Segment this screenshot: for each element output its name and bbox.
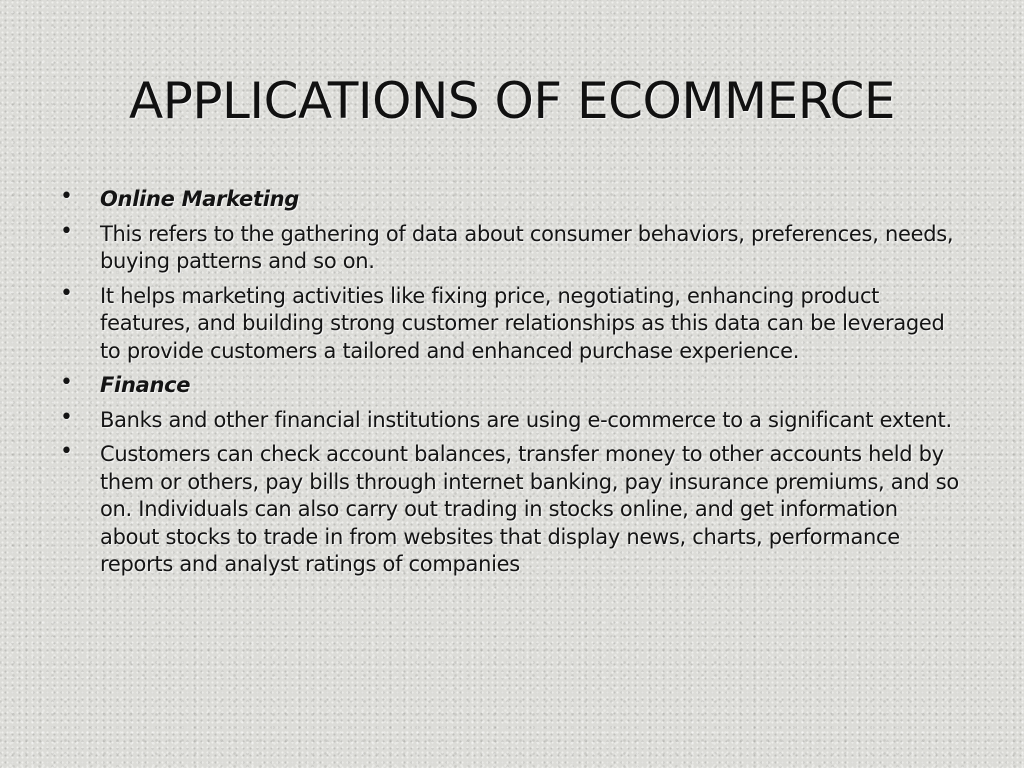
bullet-online-marketing-definition [60,218,960,276]
bullet-text: Online Marketing [100,187,300,211]
bullet-list [60,186,960,586]
bullet-finance-heading [60,372,960,400]
bullet-dot-icon: • [60,280,73,306]
bullet-text: Finance [100,373,191,397]
bullet-finance-usage [60,404,960,435]
slide-title: APPLICATIONS OF ECOMMERCE [128,72,895,130]
bullet-dot-icon: • [60,218,73,244]
bullet-finance-services [60,441,960,579]
bullet-dot-icon: • [60,439,73,464]
bullet-text: This refers to the gathering of data about consumer behaviors, preferences, needs, buying patterns and so on. [100,221,954,273]
bullet-text: Customers can check account balances, transfer money to other accounts held by them or others, pay bills through internet banking, pay insurance premiums, and so on. Individuals can also carry out trading in stocks online, and get information about stocks to trade in from websites that display news, charts, performance reports and analyst ratings of companies [100,442,959,576]
bullet-text: Banks and other financial institutions are using e-commerce to a significant extent. [100,407,952,432]
bullet-text: It helps marketing activities like fixing price, negotiating, enhancing product features, and building strong customer relationships as this data can be leveraged to provide customers a tailored and enhanced purchase experience. [100,283,945,363]
bullet-dot-icon: • [60,404,73,430]
bullet-online-marketing-benefits [60,280,960,366]
bullet-dot-icon: • [60,370,73,395]
bullet-dot-icon: • [60,184,73,209]
bullet-online-marketing-heading [60,186,960,214]
